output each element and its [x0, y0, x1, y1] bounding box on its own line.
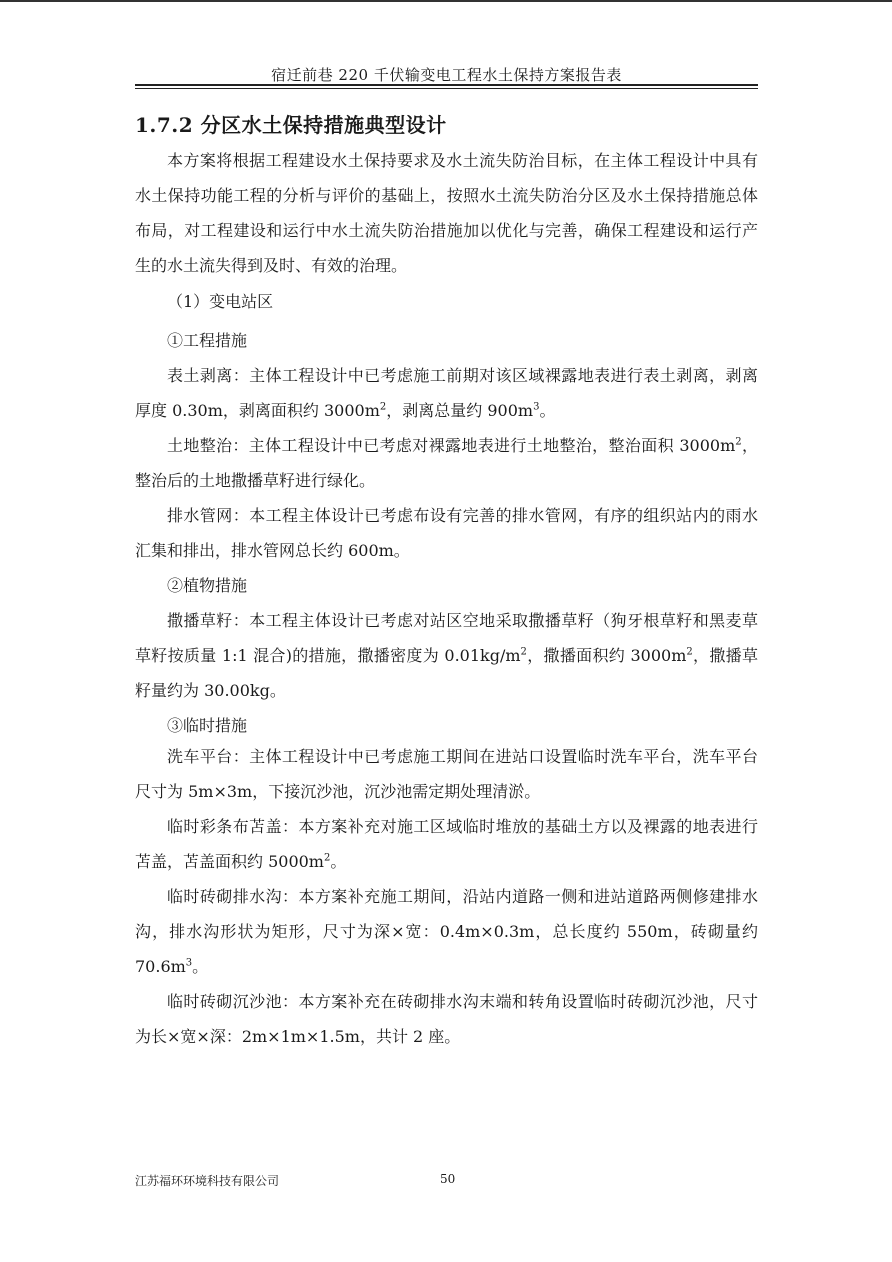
land-consolidation-paragraph: 土地整治：主体工程设计中已考虑对裸露地表进行土地整治，整治面积 $3000m^2$，整治后的土地撒播草籽进行绿化。 — [135, 436, 758, 490]
car-wash-paragraph: 洗车平台：主体工程设计中已考虑施工期间在进站口设置临时洗车平台，洗车平台尺寸为 5m×3m，下接沉沙池，沉沙池需定期处理清淤。 — [135, 747, 758, 801]
grass-seeding-paragraph: 撒播草籽：本工程主体设计已考虑对站区空地采取撒播草籽（狗牙根草籽和黑麦草草籽按质量 1:1 混合)的措施，撒播密度为 $0.01kg/m^2$，撒播面积约 $3000m^2$，撒播草籽量约为 30.00kg。 — [135, 611, 758, 700]
drainage-ditch-paragraph: 临时砖砌排水沟：本方案补充施工期间，沿站内道路一侧和进站道路两侧修建排水沟，排水沟形状为矩形，尺寸为深×宽：0.4m×0.3m，总长度约 550m，砖砌量约 $70.6m^3$。 — [135, 887, 758, 976]
plant-measures-heading: ②植物措施 — [167, 576, 248, 595]
drainage-network-paragraph: 排水管网：本工程主体设计已考虑布设有完善的排水管网，有序的组织站内的雨水汇集和排出，排水管网总长约 600m。 — [135, 506, 758, 560]
sediment-basin-paragraph: 临时砖砌沉沙池：本方案补充在砖砌排水沟末端和转角设置临时砖砌沉沙池，尺寸为长×宽×深：2m×1m×1.5m，共计 2 座。 — [135, 992, 758, 1046]
section-title: 1.7.2 分区水土保持措施典型设计 — [135, 113, 447, 137]
footer-company: 江苏福环环境科技有限公司 — [135, 1174, 280, 1188]
intro-paragraph: 本方案将根据工程建设水土保持要求及水土流失防治目标，在主体工程设计中具有水土保持功能工程的分析与评价的基础上，按照水土流失防治分区及水土保持措施总体布局，对工程建设和运行中水土流失防治措施加以优化与完善，确保工程建设和运行产生的水土流失得到及时、有效的治理。 — [135, 151, 758, 275]
page-header-title: 宿迁前巷 220 千伏输变电工程水土保持方案报告表 — [271, 66, 622, 84]
tarp-cover-paragraph: 临时彩条布苫盖：本方案补充对施工区域临时堆放的基础土方以及裸露的地表进行苫盖，苫盖面积约 $5000m^2$。 — [135, 817, 758, 871]
temporary-measures-heading: ③临时措施 — [167, 716, 248, 735]
header-rule-thin — [135, 88, 758, 89]
topsoil-stripping-paragraph: 表土剥离：主体工程设计中已考虑施工前期对该区域裸露地表进行表土剥离，剥离厚度 0.30m，剥离面积约 $3000m^2$，剥离总量约 $900m^3$。 — [135, 366, 758, 420]
page-top-edge — [0, 0, 892, 2]
page-number: 50 — [440, 1172, 456, 1186]
zone-heading: （1）变电站区 — [167, 292, 274, 311]
header-rule-thick — [135, 84, 758, 86]
engineering-measures-heading: ①工程措施 — [167, 331, 248, 350]
